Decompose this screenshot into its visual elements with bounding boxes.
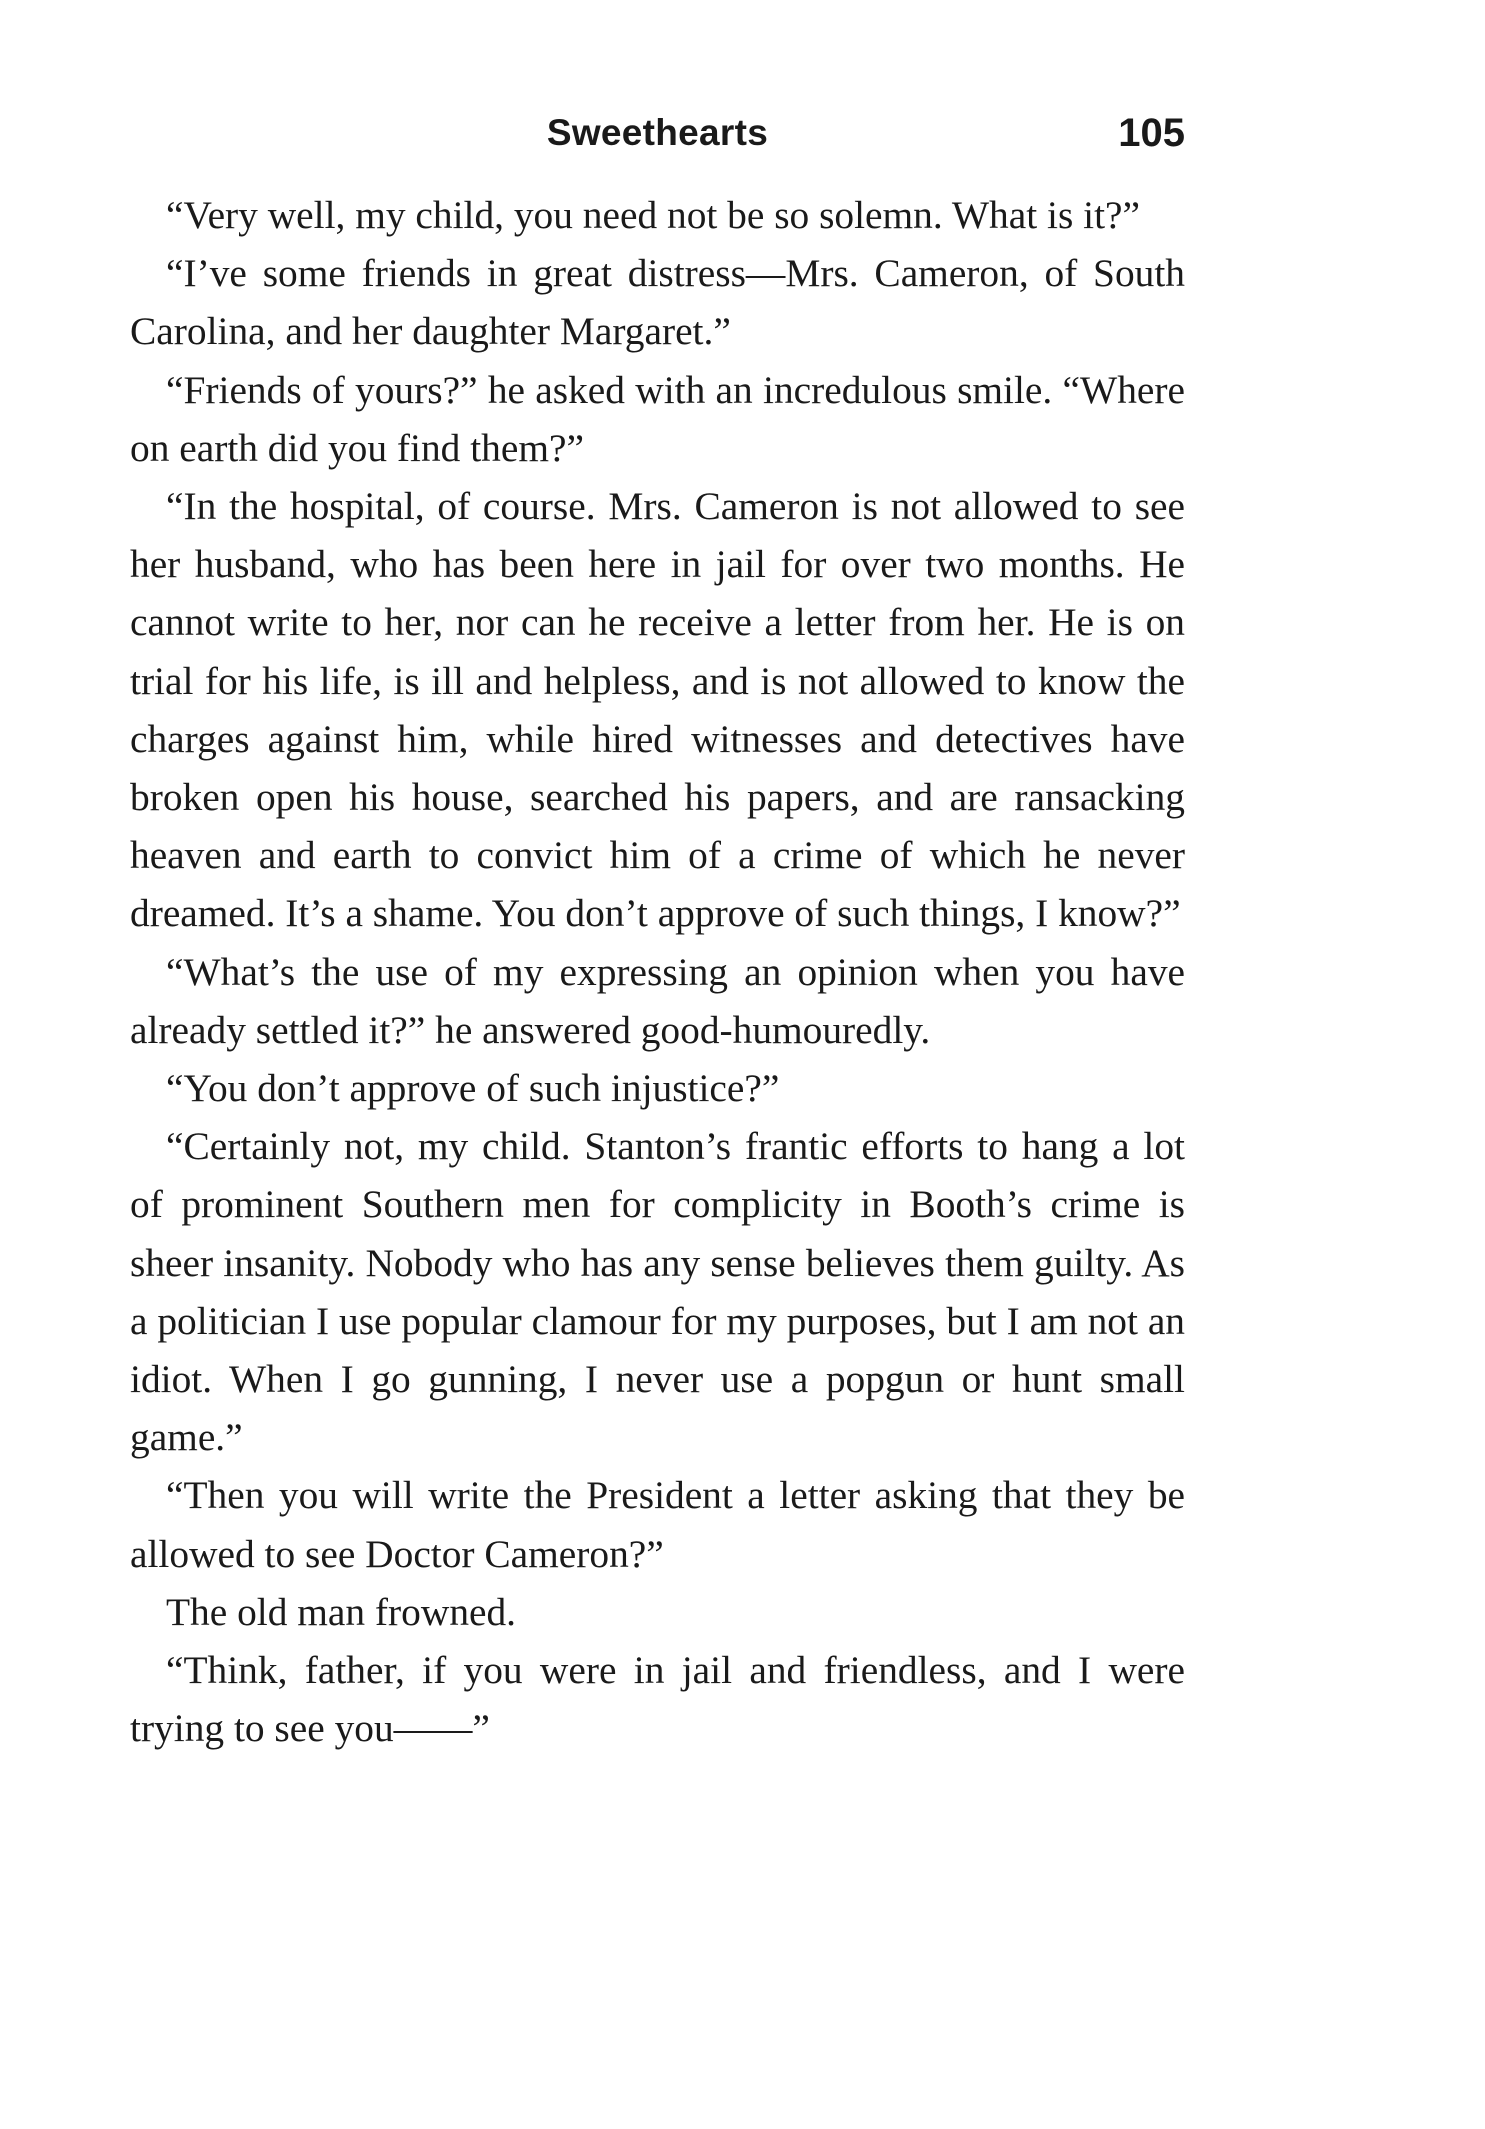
paragraph: “Friends of yours?” he asked with an incredulous smile. “Where on earth did you find them?” xyxy=(130,367,1185,470)
paragraph: “What’s the use of my expressing an opinion when you have already settled it?” he answered good-humouredly. xyxy=(130,949,1185,1052)
paragraph: “Certainly not, my child. Stanton’s frantic efforts to hang a lot of prominent Southern men for complicity in Booth’s crime is sheer insanity. Nobody who has any sense believes them guilty. As a politician I use popular clamour for my purposes, but I am not an idiot. When I go gunning, I never use a popgun or hunt small game.” xyxy=(130,1124,1185,1460)
paragraph: The old man frowned. xyxy=(166,1589,517,1634)
paragraph: “Then you will write the President a letter asking that they be allowed to see Doctor Cameron?” xyxy=(130,1473,1185,1576)
paragraph: “Think, father, if you were in jail and friendless, and I were trying to see you——” xyxy=(130,1648,1185,1751)
paragraph: “You don’t approve of such injustice?” xyxy=(166,1066,780,1111)
paragraph: “In the hospital, of course. Mrs. Cameron is not allowed to see her husband, who has been here in jail for over two months. He cannot write to her, nor can he receive a letter from her. He is on trial for his life, is ill and helpless, and is not allowed to know the charges against him, while hired witnesses and detectives have broken open his house, searched his papers, and are ransacking heaven and earth to convict him of a crime of which he never dreamed. It’s a shame. You don’t approve of such things, I know?” xyxy=(130,484,1185,936)
paragraph: “Very well, my child, you need not be so solemn. What is it?” xyxy=(166,193,1140,237)
running-title: Sweethearts xyxy=(546,112,769,153)
body-text xyxy=(130,186,1185,1757)
page-number: 105 xyxy=(1118,111,1185,155)
paragraph: “I’ve some friends in great distress—Mrs. Cameron, of South Carolina, and her daughter Margaret.” xyxy=(130,251,1185,354)
running-head xyxy=(130,108,1185,168)
